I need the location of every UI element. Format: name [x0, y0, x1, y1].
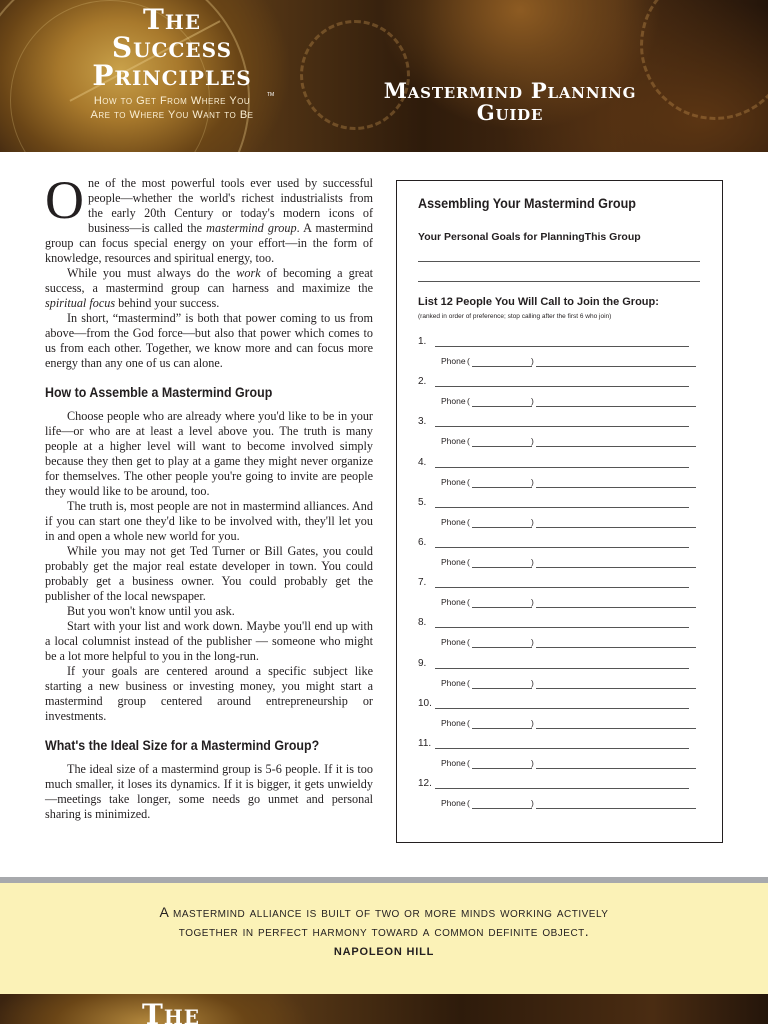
area-code-write-line[interactable]	[472, 768, 532, 769]
area-code-write-line[interactable]	[472, 406, 532, 407]
phone-label: Phone	[441, 557, 466, 567]
phone-label: Phone	[441, 436, 466, 447]
phone-paren-close: )	[531, 717, 534, 728]
drop-cap: O	[45, 170, 84, 230]
name-write-line[interactable]	[435, 386, 689, 387]
phone-number-write-line[interactable]	[536, 647, 696, 648]
person-entry	[418, 376, 708, 414]
phone-label: Phone	[441, 396, 466, 407]
entry-number: 6.	[418, 537, 427, 548]
person-entry	[418, 497, 708, 535]
area-code-write-line[interactable]	[472, 647, 532, 648]
phone-label: Phone	[441, 798, 466, 809]
paragraph: Choose people who are already where you'd like to be in your life—or who are at least a level above you. The truth is many people at a higher level will want to become involved simply because they then get to play at a game they might never organize for themselves. The other people you're going to invite are people they would like to be around, too.	[45, 409, 373, 498]
area-code-write-line[interactable]	[472, 446, 532, 447]
entry-number: 8.	[418, 617, 427, 629]
phone-paren-close: )	[531, 356, 534, 366]
person-entry	[418, 738, 708, 776]
name-write-line[interactable]	[435, 346, 689, 347]
paragraph: The ideal size of a mastermind group is 5-6 people. If it is too much smaller, it loses its dynamics. If it is bigger, it gets unwieldy—meetings take longer, some needs go unmet and personal sharing is minimized.	[45, 762, 373, 821]
goal-write-line[interactable]	[418, 261, 700, 262]
paragraph: But you won't know until you ask.	[67, 604, 235, 618]
name-write-line[interactable]	[435, 708, 689, 709]
paragraph: If your goals are centered around a specific subject like starting a new business or investing money, you might start a mastermind group centered around entrepreneurship or investments.	[45, 664, 373, 723]
person-entry	[418, 698, 708, 736]
phone-number-write-line[interactable]	[536, 366, 696, 367]
article-body	[45, 170, 374, 822]
paragraph: While you must always do the work of becoming a great success, a mastermind group can harness and maximize the spiritual focus behind your success.	[45, 266, 374, 310]
area-code-write-line[interactable]	[472, 728, 532, 729]
phone-paren-open: (	[467, 597, 470, 608]
phone-paren-open: (	[467, 798, 470, 809]
name-write-line[interactable]	[435, 748, 689, 749]
person-entry	[418, 778, 708, 816]
phone-label: Phone	[441, 597, 466, 608]
phone-paren-open: (	[467, 758, 470, 768]
quote-text: A mastermind alliance is built of two or more minds working actively together in perfect harmony toward a common definite object.	[159, 904, 609, 939]
name-write-line[interactable]	[435, 426, 689, 427]
brand-title: The Success Principles	[92, 3, 252, 92]
entry-number: 10.	[418, 697, 432, 709]
phone-paren-close: )	[531, 677, 534, 688]
area-code-write-line[interactable]	[472, 487, 532, 488]
name-write-line[interactable]	[435, 507, 689, 508]
person-entry	[418, 416, 708, 454]
area-code-write-line[interactable]	[472, 366, 532, 367]
phone-label: Phone	[441, 356, 466, 366]
footer-logo-fragment: The	[142, 998, 200, 1024]
footer-banner	[0, 994, 768, 1024]
phone-paren-close: )	[531, 597, 534, 608]
phone-paren-close: )	[531, 758, 534, 768]
phone-paren-close: )	[531, 637, 534, 648]
entry-number: 7.	[418, 577, 427, 589]
phone-number-write-line[interactable]	[536, 567, 696, 568]
brand-logo	[52, 3, 292, 122]
phone-label: Phone	[441, 717, 466, 728]
planning-form	[396, 180, 723, 843]
brand-tagline: How to Get From Where You Are to Where You Want to Be	[90, 95, 254, 121]
paragraph: Start with your list and work down. Maybe you'll end up with a local columnist instead of the publisher — someone who might be a lot more helpful to you in the long-run.	[45, 619, 373, 663]
area-code-write-line[interactable]	[472, 688, 532, 689]
name-write-line[interactable]	[435, 668, 689, 669]
person-entry	[418, 537, 708, 575]
phone-paren-open: (	[467, 717, 470, 728]
phone-paren-open: (	[467, 396, 470, 407]
phone-number-write-line[interactable]	[536, 607, 696, 608]
intro-paragraph: One of the most powerful tools ever used by successful people—whether the world's richest industrialists from the early 20th Century or today's modern icons of business—is called the mastermind group. A mastermind group can focus special energy on your effort—in the form of knowledge, resources and spiritual energy, too.	[45, 170, 373, 265]
entry-number: 2.	[418, 376, 427, 388]
phone-paren-close: )	[531, 516, 534, 527]
person-entry	[418, 336, 708, 374]
trademark-mark: TM	[267, 92, 275, 98]
paragraph: While you may not get Ted Turner or Bill Gates, you could probably get the major real estate developer in town. You could probably get a business owner. You could probably get the publisher of the local newspaper.	[45, 544, 373, 603]
area-code-write-line[interactable]	[472, 567, 532, 568]
entry-number: 11.	[418, 738, 432, 749]
phone-number-write-line[interactable]	[536, 406, 696, 407]
area-code-write-line[interactable]	[472, 527, 532, 528]
phone-number-write-line[interactable]	[536, 768, 696, 769]
phone-number-write-line[interactable]	[536, 688, 696, 689]
phone-label: Phone	[441, 758, 466, 768]
phone-number-write-line[interactable]	[536, 728, 696, 729]
entry-number: 4.	[418, 456, 427, 468]
area-code-write-line[interactable]	[472, 607, 532, 608]
name-write-line[interactable]	[435, 627, 689, 628]
phone-paren-close: )	[531, 476, 534, 487]
name-write-line[interactable]	[435, 587, 689, 588]
form-title: Assembling Your Mastermind Group	[418, 195, 636, 211]
phone-number-write-line[interactable]	[536, 808, 696, 809]
phone-paren-open: (	[467, 677, 470, 688]
header-banner	[0, 0, 768, 152]
phone-label: Phone	[441, 677, 466, 688]
phone-paren-open: (	[467, 516, 470, 527]
phone-number-write-line[interactable]	[536, 527, 696, 528]
page-title: Mastermind Planning Guide	[383, 78, 637, 125]
people-list-note: (ranked in order of preference; stop calling after the first 6 who join)	[418, 313, 612, 320]
people-list-label: List 12 People You Will Call to Join the Group:	[418, 296, 659, 308]
entry-number: 1.	[418, 336, 427, 347]
goals-label: Your Personal Goals for PlanningThis Group	[418, 231, 641, 243]
section-heading-assemble: How to Assemble a Mastermind Group	[45, 385, 273, 400]
phone-paren-close: )	[531, 557, 534, 567]
phone-paren-open: (	[467, 557, 470, 567]
area-code-write-line[interactable]	[472, 808, 532, 809]
phone-paren-open: (	[467, 356, 470, 366]
entry-number: 12.	[418, 778, 432, 790]
phone-number-write-line[interactable]	[536, 487, 696, 488]
phone-paren-open: (	[467, 436, 470, 447]
paragraph: The truth is, most people are not in mastermind alliances. And if you can start one they'd like to be involved with, they'll let you in and open a whole new world for you.	[45, 499, 373, 543]
quote-author: NAPOLEON HILL	[333, 946, 435, 958]
phone-paren-open: (	[467, 476, 470, 487]
entry-number: 5.	[418, 496, 427, 508]
person-entry	[418, 617, 708, 655]
entry-number: 3.	[418, 416, 427, 428]
phone-paren-close: )	[531, 436, 534, 447]
entry-number: 9.	[418, 657, 427, 669]
section-heading-size: What's the Ideal Size for a Mastermind Group?	[45, 738, 320, 753]
person-entry	[418, 658, 708, 696]
goal-write-line[interactable]	[418, 281, 700, 282]
phone-paren-open: (	[467, 637, 470, 648]
name-write-line[interactable]	[435, 788, 689, 789]
phone-paren-close: )	[531, 798, 534, 809]
phone-number-write-line[interactable]	[536, 446, 696, 447]
phone-label: Phone	[441, 637, 466, 648]
phone-label: Phone	[441, 516, 466, 527]
phone-label: Phone	[441, 476, 466, 487]
paragraph: In short, “mastermind” is both that power coming to us from above—from the God force—but also that power which comes to us from each other. Together, we know more and can focus more energy than any one of us can alone.	[45, 311, 373, 370]
person-entry	[418, 457, 708, 495]
person-entry	[418, 577, 708, 615]
name-write-line[interactable]	[435, 547, 689, 548]
phone-paren-close: )	[531, 396, 534, 407]
name-write-line[interactable]	[435, 467, 689, 468]
